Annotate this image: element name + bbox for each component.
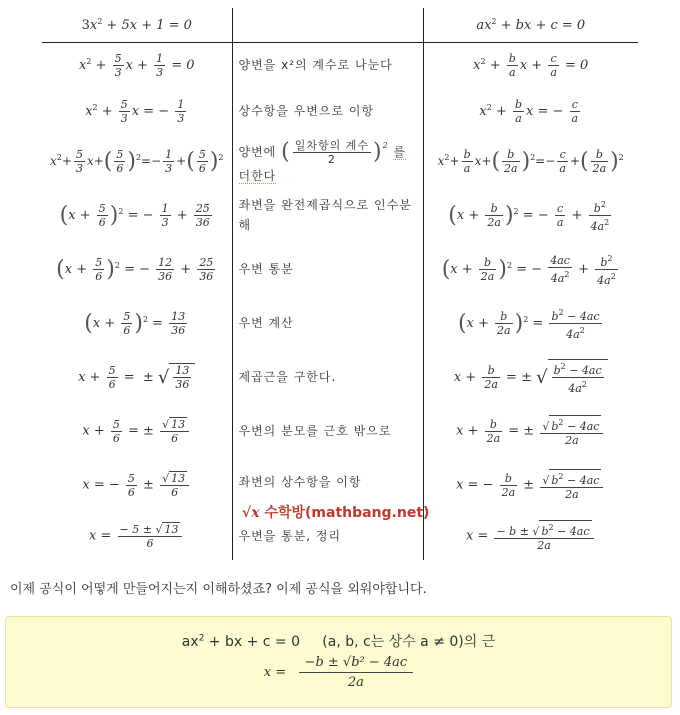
- step-description: 우변 통분: [232, 242, 423, 296]
- numeric-expression: (x + $\frac{5}{6}$ )$^2$ = − $\frac{12}{36}$ + $\frac{25}{36}$: [56, 255, 214, 283]
- general-expression: (x + $\frac{b}{2a}$ )$^2$ = − $\frac{c}{a}$ + $\frac{b^2}{4a^2}$: [423, 188, 638, 242]
- numeric-expression: x = − $\frac{5}{6}$ ± $\frac{√ 13}{6}$: [42, 458, 232, 512]
- header-general-equation: $ax^2$ + bx + c = 0: [423, 8, 638, 42]
- table-row: [42, 188, 638, 242]
- numeric-expression: $x^2+$ $\frac{5}{3}$ x+( $\frac{5}{6}$ )$^2$=− $\frac{1}{3}$ +( $\frac{5}{6}$ )$^2$: [50, 147, 224, 175]
- step-description: 우변 계산: [232, 296, 423, 350]
- general-expression: $x^2$ + $\frac{b}{a}$ x + $\frac{c}{a}$ = 0: [423, 42, 638, 88]
- numeric-expression: $x^2$ + $\frac{5}{3}$ x = − $\frac{1}{3}$: [85, 97, 185, 125]
- derivation-table-wrap: [42, 8, 638, 560]
- caption-text: 이제 공식이 어떻게 만들어지는지 이해하셨죠? 이제 공식을 외워야합니다.: [10, 582, 427, 597]
- step-description: 양변을 x²의 계수로 나눈다: [232, 42, 423, 88]
- general-expression: x + $\frac{b}{2a}$ = ± √ $\frac{b^2 - 4ac}{4a^2}$: [423, 350, 638, 404]
- table-row: [42, 296, 638, 350]
- quadratic-formula-box: [5, 616, 672, 708]
- step-description: 우변을 통분, 정리: [232, 512, 423, 560]
- derivation-table: [42, 8, 638, 560]
- formula-fraction: $\frac{\text{−b ± √b² − 4ac}}{2a}$: [299, 655, 414, 690]
- table-row: [42, 404, 638, 458]
- numeric-expression: x + $\frac{5}{6}$ = ± √ $\frac{13}{36}$: [42, 350, 232, 404]
- header-step: [232, 8, 423, 42]
- general-expression: x = − $\frac{b}{2a}$ ± $\frac{√ b^2 - 4ac}{2a}$: [423, 458, 638, 512]
- step-description: 우변의 분모를 근호 밖으로: [232, 404, 423, 458]
- formula-root-line: x = $\frac{\text{−b ± √b² − 4ac}}{2a}$: [6, 655, 671, 690]
- sqrt-x-icon: √x: [242, 505, 260, 521]
- table-header-row: [42, 8, 638, 42]
- table-row: [42, 134, 638, 188]
- general-expression: $x^2$ + $\frac{b}{a}$ x = − $\frac{c}{a}$: [423, 88, 638, 134]
- step-description: 제곱근을 구한다.: [232, 350, 423, 404]
- general-expression: x = $\frac{- b \pm √ b^2 - 4ac}{2a}$: [423, 512, 638, 560]
- numeric-expression: (x + $\frac{5}{6}$ )$^2$ = $\frac{13}{36}$: [84, 309, 186, 337]
- formula-equation-line: $ax^2$ + bx + c = 0 (a, b, c는 상수 a ≠ 0)의 근: [181, 633, 496, 650]
- table-row: [42, 350, 638, 404]
- table-row: [42, 88, 638, 134]
- header-numeric-equation: $3x^2 + 5x + 1 = 0$: [42, 8, 232, 42]
- general-expression: (x + $\frac{b}{2a}$ )$^2$ = − $\frac{4ac}{4a^2}$ + $\frac{b^2}{4a^2}$: [423, 242, 638, 296]
- numeric-expression: x = $\frac{- 5 \pm √ 13}{6}$: [42, 512, 232, 560]
- site-watermark: √x 수학방(mathbang.net): [242, 505, 430, 521]
- general-expression: x + $\frac{b}{2a}$ = ± $\frac{√ b^2 - 4ac}{2a}$: [423, 404, 638, 458]
- table-row: [42, 42, 638, 88]
- numeric-expression: $x^2$ + $\frac{5}{3}$ x + $\frac{1}{3}$ = 0: [78, 51, 195, 79]
- numeric-expression: (x + $\frac{5}{6}$ )$^2$ = − $\frac{1}{3}$ + $\frac{25}{36}$: [59, 201, 210, 229]
- step-description: 좌변을 완전제곱식으로 인수분해: [232, 188, 423, 242]
- step-description: 양변에 ( $\frac{\text{일차항의 계수}}{2}$ )$^2$ 를 더한다: [232, 134, 423, 188]
- table-row: [42, 242, 638, 296]
- general-expression: (x + $\frac{b}{2a}$ )$^2$ = $\frac{b^2 - 4ac}{4a^2}$: [423, 296, 638, 350]
- numeric-expression: x + $\frac{5}{6}$ = ± $\frac{√ 13}{6}$: [42, 404, 232, 458]
- step-description: 상수항을 우변으로 이항: [232, 88, 423, 134]
- general-expression: $x^2+$ $\frac{b}{a}$ x+( $\frac{b}{2a}$ )$^2$=− $\frac{c}{a}$ +( $\frac{b}{2a}$ )$^2$: [423, 134, 638, 188]
- step-description: 좌변의 상수항을 이항: [232, 458, 423, 512]
